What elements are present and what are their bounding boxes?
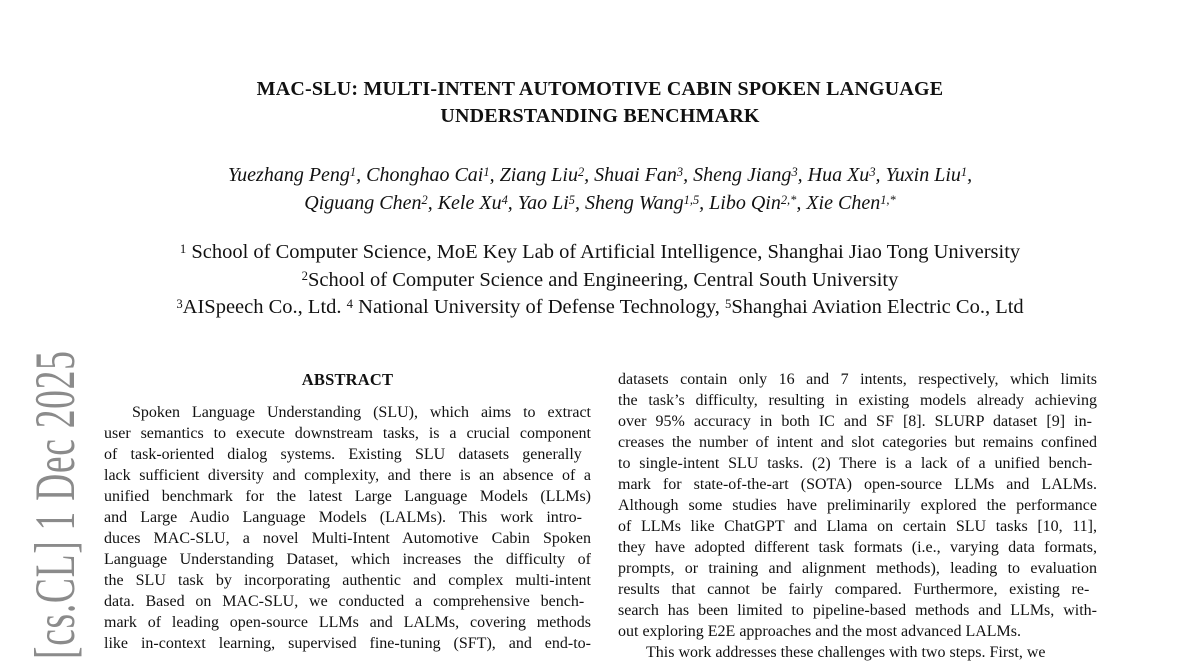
text-line	[618, 390, 1097, 411]
text-line	[618, 537, 1097, 558]
text-run: Yuezhang Peng	[227, 164, 350, 186]
paper-title	[0, 76, 1200, 130]
abstract-column	[104, 369, 591, 654]
superscript-marker: 2,*	[780, 193, 797, 208]
text-run: , Yuxin Liu	[875, 164, 961, 186]
text-run: user semantics to execute downstream tasks, is a crucial component	[104, 425, 591, 442]
superscript-marker: 3	[791, 165, 798, 180]
superscript-marker: 1	[960, 165, 968, 180]
text-run: , Libo Qin	[699, 192, 781, 214]
affiliation-line-1	[0, 239, 1200, 267]
text-run: and Large Audio Language Models (LALMs). This work intro-	[104, 509, 582, 526]
text-line	[618, 516, 1097, 537]
arxiv-watermark: [cs.CL] 1 Dec 2025	[24, 350, 87, 659]
superscript-marker: 1	[483, 165, 490, 180]
superscript-marker: 3	[676, 165, 684, 180]
text-run: , Hua Xu	[797, 164, 870, 186]
text-line	[104, 528, 591, 549]
text-line	[104, 486, 591, 507]
text-run: School of Computer Science, MoE Key Lab of Artificial Intelligence, Shanghai Jiao Tong University	[186, 241, 1021, 263]
text-run: Shanghai Aviation Electric Co., Ltd	[731, 296, 1024, 318]
text-run: unified benchmark for the latest Large Language Models (LLMs)	[104, 488, 591, 505]
introduction-column	[618, 369, 1097, 663]
text-run: search has been limited to pipeline-based methods and LLMs, with-	[618, 602, 1097, 619]
text-line	[618, 621, 1097, 642]
text-run: , Sheng Wang	[574, 192, 684, 214]
text-line	[618, 558, 1097, 579]
paper-title-line2: UNDERSTANDING BENCHMARK	[440, 105, 760, 127]
text-line	[618, 495, 1097, 516]
text-line	[104, 507, 591, 528]
text-run: , Shuai Fan	[584, 164, 677, 186]
superscript-marker: 4	[346, 296, 354, 311]
text-line	[104, 465, 591, 486]
text-run: , Sheng Jiang	[683, 164, 792, 186]
text-run: they have adopted different task formats (i.e., varying data formats,	[618, 539, 1097, 556]
text-run: , Ziang Liu	[489, 164, 578, 186]
text-run: mark of leading open-source LLMs and LALMs, covering methods	[104, 614, 591, 631]
text-line	[618, 600, 1097, 621]
paper-title-line1: MAC-SLU: MULTI-INTENT AUTOMOTIVE CABIN SPOKEN LANGUAGE	[256, 78, 944, 100]
text-run: Spoken Language Understanding (SLU), which aims to extract	[132, 404, 591, 421]
affiliation-line-3	[0, 294, 1200, 322]
text-run: School of Computer Science and Engineering, Central South University	[307, 268, 899, 291]
text-run: to single-intent SLU tasks. (2) There is a lack of a unified bench-	[618, 455, 1093, 472]
text-run: Although some studies have preliminarily explored the performance	[618, 497, 1097, 514]
superscript-marker: 4	[501, 193, 508, 208]
text-run: , Xie Chen	[796, 192, 881, 214]
affiliation-line-2	[0, 267, 1200, 295]
text-line	[104, 444, 591, 465]
abstract-body	[104, 402, 591, 654]
text-run: prompts, or training and alignment methods), leading to evaluation	[618, 560, 1097, 577]
text-run: data. Based on MAC-SLU, we conducted a comprehensive bench-	[104, 593, 585, 610]
text-run: National University of Defense Technology,	[353, 296, 726, 318]
text-line	[618, 432, 1097, 453]
text-run: mark for state-of-the-art (SOTA) open-source LLMs and LALMs.	[618, 476, 1097, 493]
text-line	[618, 579, 1097, 600]
text-run: creases the number of intent and slot categories but remains confined	[618, 434, 1097, 451]
text-run: the task’s difficulty, resulting in existing models already achieving	[618, 392, 1097, 409]
author-line-2	[0, 189, 1200, 217]
text-line	[618, 474, 1097, 495]
text-run: datasets contain only 16 and 7 intents, respectively, which limits	[618, 371, 1097, 388]
text-run: duces MAC-SLU, a novel Multi-Intent Automotive Cabin Spoken	[104, 530, 591, 547]
text-line	[104, 591, 591, 612]
superscript-marker: 2	[577, 165, 585, 180]
text-line	[618, 369, 1097, 390]
text-run: , Yao Li	[507, 192, 569, 214]
text-line	[104, 612, 591, 633]
text-run: This work addresses these challenges with two steps. First, we	[646, 644, 1046, 661]
text-run: , Chonghao Cai	[356, 164, 484, 186]
abstract-heading: ABSTRACT	[301, 370, 394, 389]
text-line	[104, 423, 591, 444]
superscript-marker: 3	[869, 165, 876, 180]
author-line-1	[0, 161, 1200, 189]
superscript-marker: 3	[176, 296, 183, 311]
text-run: results that cannot be fairly compared. Furthermore, existing re-	[618, 581, 1090, 598]
text-run: out exploring E2E approaches and the most advanced LALMs.	[618, 623, 1021, 640]
text-line	[104, 402, 591, 423]
superscript-marker: 1,*	[880, 193, 896, 208]
text-run: , Kele Xu	[427, 192, 502, 214]
text-line	[618, 642, 1097, 663]
text-line	[104, 549, 591, 570]
superscript-marker: 5	[568, 193, 575, 208]
text-run: over 95% accuracy in both IC and SF [8]. SLURP dataset [9] in-	[618, 413, 1092, 430]
author-block	[0, 161, 1200, 217]
text-line	[104, 633, 591, 654]
text-run: AISpeech Co., Ltd.	[182, 296, 347, 318]
superscript-marker: 1	[349, 165, 357, 180]
superscript-marker: 5	[725, 296, 732, 311]
superscript-marker: 1,5	[683, 193, 700, 208]
text-run: Qiguang Chen	[304, 192, 422, 214]
text-line	[618, 411, 1097, 432]
text-line	[618, 453, 1097, 474]
text-run: Language Understanding Dataset, which increases the difficulty of	[104, 551, 591, 568]
text-line	[104, 570, 591, 591]
text-run: of task-oriented dialog systems. Existing SLU datasets generally	[104, 446, 582, 463]
text-run: lack sufficient diversity and complexity, and there is an absence of a	[104, 467, 591, 484]
superscript-marker: 1	[179, 241, 187, 256]
superscript-marker: 2	[301, 269, 308, 284]
superscript-marker: 2	[421, 193, 428, 208]
introduction-body	[618, 369, 1097, 663]
text-run: ,	[967, 164, 973, 186]
text-run: the SLU task by incorporating authentic and complex multi-intent	[104, 572, 591, 589]
text-run: of LLMs like ChatGPT and Llama on certain SLU tasks [10, 11],	[618, 518, 1097, 535]
affiliation-block	[0, 239, 1200, 322]
text-run: like in-context learning, supervised fine-tuning (SFT), and end-to-	[104, 635, 591, 652]
